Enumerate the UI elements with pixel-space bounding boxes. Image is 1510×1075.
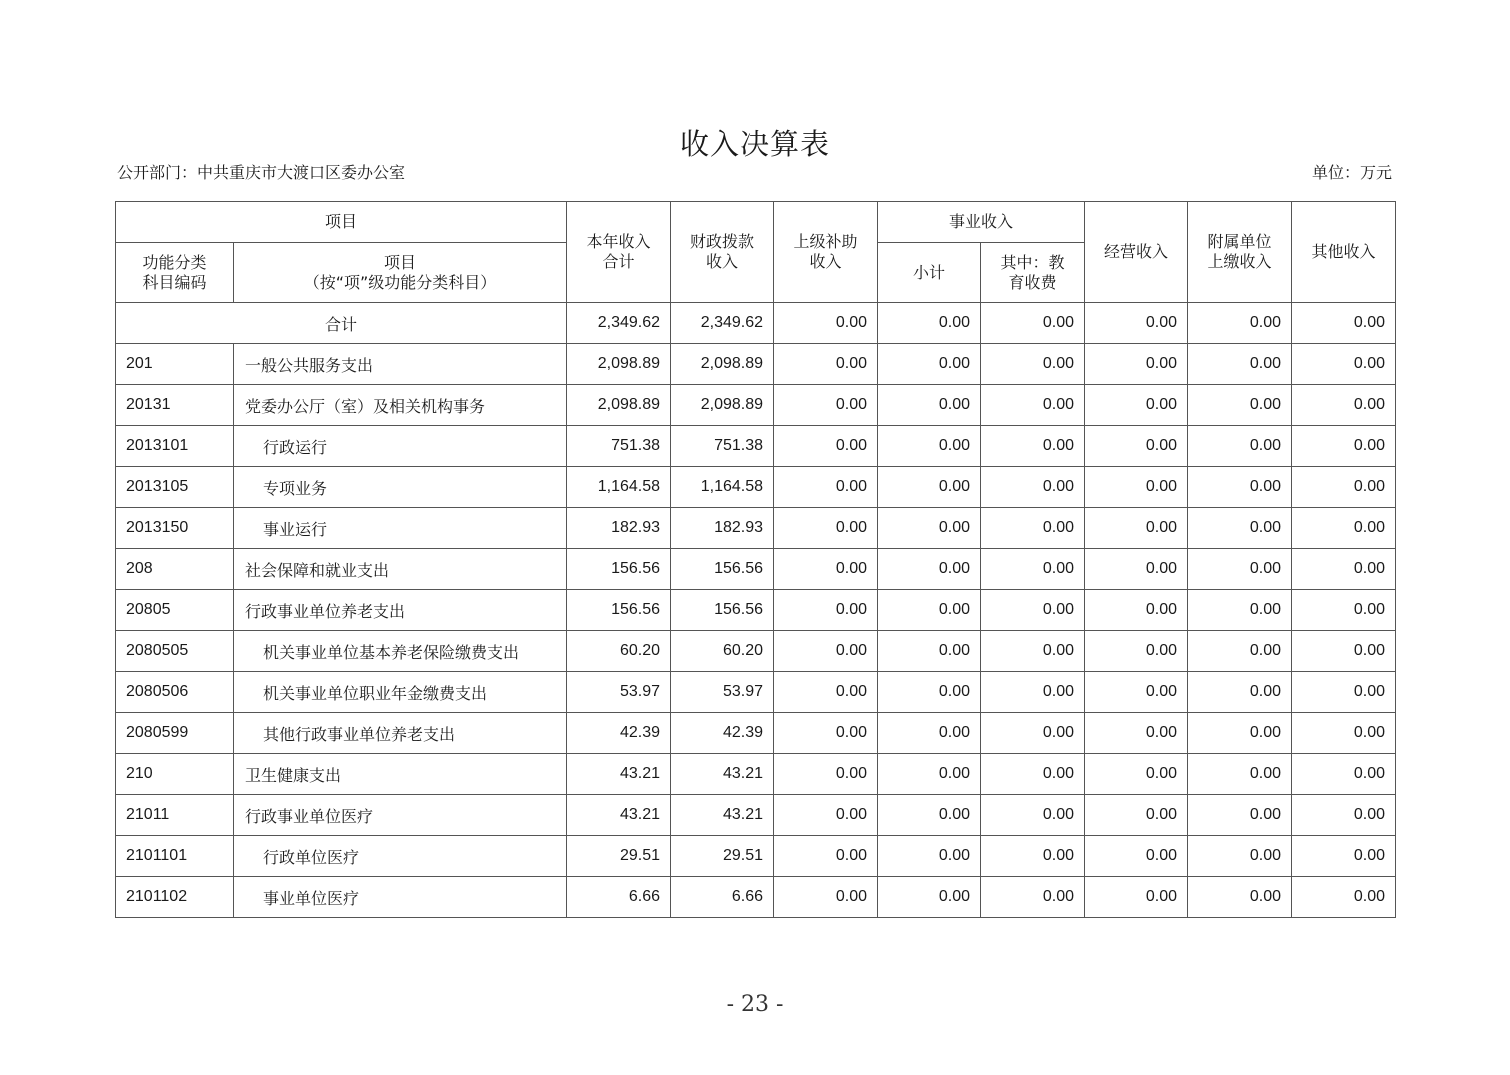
row-value: 0.00 bbox=[1188, 508, 1292, 549]
row-value: 0.00 bbox=[878, 385, 981, 426]
row-value: 43.21 bbox=[567, 795, 671, 836]
row-value: 0.00 bbox=[1188, 713, 1292, 754]
row-value: 751.38 bbox=[671, 426, 774, 467]
row-code: 2013101 bbox=[116, 426, 234, 467]
row-value: 156.56 bbox=[567, 590, 671, 631]
table-body bbox=[116, 303, 1396, 918]
row-name: 事业单位医疗 bbox=[234, 877, 567, 918]
row-value: 0.00 bbox=[1292, 754, 1396, 795]
row-code: 2080506 bbox=[116, 672, 234, 713]
row-code: 20805 bbox=[116, 590, 234, 631]
table-row bbox=[116, 426, 1396, 467]
row-value: 0.00 bbox=[1188, 836, 1292, 877]
row-value: 0.00 bbox=[774, 836, 878, 877]
row-value: 0.00 bbox=[1292, 426, 1396, 467]
header-code: 功能分类 科目编码 bbox=[116, 243, 234, 303]
row-value: 0.00 bbox=[981, 344, 1085, 385]
row-code: 2080599 bbox=[116, 713, 234, 754]
row-value: 0.00 bbox=[1292, 549, 1396, 590]
row-value: 0.00 bbox=[1188, 467, 1292, 508]
row-value: 43.21 bbox=[567, 754, 671, 795]
income-table bbox=[115, 201, 1396, 918]
row-value: 0.00 bbox=[1292, 631, 1396, 672]
table-row bbox=[116, 344, 1396, 385]
row-value: 0.00 bbox=[1292, 836, 1396, 877]
row-value: 60.20 bbox=[567, 631, 671, 672]
row-value: 0.00 bbox=[878, 590, 981, 631]
row-value: 0.00 bbox=[1188, 795, 1292, 836]
row-name: 行政运行 bbox=[234, 426, 567, 467]
total-cell: 2,349.62 bbox=[671, 303, 774, 344]
row-value: 0.00 bbox=[1188, 754, 1292, 795]
header-subtotal: 小计 bbox=[878, 243, 981, 303]
table-row bbox=[116, 549, 1396, 590]
header-affiliated: 附属单位 上缴收入 bbox=[1188, 202, 1292, 303]
row-value: 0.00 bbox=[981, 508, 1085, 549]
header-edu-fee: 其中：教 育收费 bbox=[981, 243, 1085, 303]
row-value: 29.51 bbox=[567, 836, 671, 877]
row-value: 0.00 bbox=[1292, 467, 1396, 508]
row-code: 2101102 bbox=[116, 877, 234, 918]
row-value: 0.00 bbox=[774, 344, 878, 385]
table-row bbox=[116, 713, 1396, 754]
row-value: 0.00 bbox=[774, 754, 878, 795]
row-value: 0.00 bbox=[774, 713, 878, 754]
total-cell: 0.00 bbox=[1085, 303, 1188, 344]
row-value: 182.93 bbox=[567, 508, 671, 549]
total-cell: 2,349.62 bbox=[567, 303, 671, 344]
row-value: 0.00 bbox=[1085, 713, 1188, 754]
row-value: 60.20 bbox=[671, 631, 774, 672]
row-value: 0.00 bbox=[1085, 836, 1188, 877]
row-value: 0.00 bbox=[981, 467, 1085, 508]
row-value: 0.00 bbox=[1292, 877, 1396, 918]
row-value: 156.56 bbox=[567, 549, 671, 590]
row-value: 0.00 bbox=[878, 754, 981, 795]
row-name: 党委办公厅（室）及相关机构事务 bbox=[234, 385, 567, 426]
row-value: 53.97 bbox=[567, 672, 671, 713]
department-label: 公开部门：中共重庆市大渡口区委办公室 bbox=[117, 163, 406, 182]
row-value: 42.39 bbox=[671, 713, 774, 754]
row-value: 156.56 bbox=[671, 549, 774, 590]
header-project-group: 项目 bbox=[116, 202, 567, 243]
total-cell: 0.00 bbox=[1292, 303, 1396, 344]
row-value: 0.00 bbox=[1188, 877, 1292, 918]
row-value: 0.00 bbox=[1188, 385, 1292, 426]
table-row bbox=[116, 631, 1396, 672]
row-value: 0.00 bbox=[878, 713, 981, 754]
row-value: 182.93 bbox=[671, 508, 774, 549]
row-value: 0.00 bbox=[1188, 344, 1292, 385]
row-value: 0.00 bbox=[878, 631, 981, 672]
row-code: 2080505 bbox=[116, 631, 234, 672]
row-value: 0.00 bbox=[981, 754, 1085, 795]
total-cell: 0.00 bbox=[1188, 303, 1292, 344]
row-value: 0.00 bbox=[1292, 590, 1396, 631]
header-total-income: 本年收入 合计 bbox=[567, 202, 671, 303]
row-value: 0.00 bbox=[878, 344, 981, 385]
header-fiscal: 财政拨款 收入 bbox=[671, 202, 774, 303]
header-enterprise-group: 事业收入 bbox=[878, 202, 1085, 243]
row-value: 0.00 bbox=[1188, 590, 1292, 631]
row-value: 53.97 bbox=[671, 672, 774, 713]
row-value: 751.38 bbox=[567, 426, 671, 467]
row-value: 0.00 bbox=[981, 590, 1085, 631]
row-value: 0.00 bbox=[1188, 549, 1292, 590]
table-row bbox=[116, 672, 1396, 713]
row-name: 一般公共服务支出 bbox=[234, 344, 567, 385]
total-cell: 0.00 bbox=[774, 303, 878, 344]
row-value: 0.00 bbox=[1292, 713, 1396, 754]
row-value: 0.00 bbox=[878, 426, 981, 467]
row-value: 0.00 bbox=[878, 836, 981, 877]
row-code: 208 bbox=[116, 549, 234, 590]
row-name: 卫生健康支出 bbox=[234, 754, 567, 795]
row-value: 0.00 bbox=[1085, 795, 1188, 836]
total-cell: 0.00 bbox=[981, 303, 1085, 344]
row-value: 0.00 bbox=[1292, 385, 1396, 426]
row-value: 0.00 bbox=[1085, 508, 1188, 549]
row-value: 0.00 bbox=[774, 549, 878, 590]
unit-label: 单位：万元 bbox=[1311, 163, 1392, 182]
row-value: 0.00 bbox=[774, 467, 878, 508]
row-code: 2013105 bbox=[116, 467, 234, 508]
row-value: 42.39 bbox=[567, 713, 671, 754]
table-row bbox=[116, 590, 1396, 631]
row-value: 0.00 bbox=[1188, 672, 1292, 713]
row-value: 0.00 bbox=[981, 713, 1085, 754]
row-value: 0.00 bbox=[1292, 795, 1396, 836]
table-row bbox=[116, 385, 1396, 426]
row-value: 0.00 bbox=[878, 549, 981, 590]
row-value: 0.00 bbox=[1085, 426, 1188, 467]
table-row bbox=[116, 508, 1396, 549]
row-value: 0.00 bbox=[878, 795, 981, 836]
row-value: 2,098.89 bbox=[671, 385, 774, 426]
row-value: 0.00 bbox=[1292, 344, 1396, 385]
table-row bbox=[116, 795, 1396, 836]
row-value: 0.00 bbox=[981, 672, 1085, 713]
row-value: 0.00 bbox=[981, 631, 1085, 672]
page-title: 收入决算表 bbox=[679, 127, 830, 161]
row-code: 2013150 bbox=[116, 508, 234, 549]
row-name: 行政事业单位医疗 bbox=[234, 795, 567, 836]
row-name: 事业运行 bbox=[234, 508, 567, 549]
row-value: 0.00 bbox=[774, 426, 878, 467]
table-row bbox=[116, 754, 1396, 795]
row-value: 0.00 bbox=[774, 631, 878, 672]
row-value: 0.00 bbox=[981, 836, 1085, 877]
total-label: 合计 bbox=[116, 303, 567, 344]
row-value: 6.66 bbox=[671, 877, 774, 918]
row-value: 0.00 bbox=[1085, 672, 1188, 713]
header-name: 项目 （按“项”级功能分类科目） bbox=[234, 243, 567, 303]
row-code: 2101101 bbox=[116, 836, 234, 877]
row-value: 0.00 bbox=[1292, 672, 1396, 713]
row-value: 0.00 bbox=[774, 590, 878, 631]
row-value: 0.00 bbox=[1085, 590, 1188, 631]
row-value: 0.00 bbox=[981, 549, 1085, 590]
row-code: 210 bbox=[116, 754, 234, 795]
row-code: 201 bbox=[116, 344, 234, 385]
row-value: 0.00 bbox=[774, 672, 878, 713]
row-value: 0.00 bbox=[878, 672, 981, 713]
row-value: 0.00 bbox=[1085, 344, 1188, 385]
row-value: 0.00 bbox=[774, 795, 878, 836]
row-value: 0.00 bbox=[774, 385, 878, 426]
row-value: 0.00 bbox=[981, 426, 1085, 467]
row-value: 0.00 bbox=[878, 877, 981, 918]
header-business: 经营收入 bbox=[1085, 202, 1188, 303]
row-value: 156.56 bbox=[671, 590, 774, 631]
row-value: 1,164.58 bbox=[671, 467, 774, 508]
header-other: 其他收入 bbox=[1292, 202, 1396, 303]
row-value: 1,164.58 bbox=[567, 467, 671, 508]
row-value: 0.00 bbox=[981, 795, 1085, 836]
page-number: - 23 - bbox=[726, 992, 784, 1017]
row-value: 0.00 bbox=[774, 877, 878, 918]
row-value: 0.00 bbox=[981, 877, 1085, 918]
row-code: 21011 bbox=[116, 795, 234, 836]
row-value: 6.66 bbox=[567, 877, 671, 918]
row-value: 0.00 bbox=[1085, 754, 1188, 795]
row-value: 0.00 bbox=[1085, 877, 1188, 918]
row-value: 0.00 bbox=[1085, 631, 1188, 672]
table-row bbox=[116, 467, 1396, 508]
total-cell: 0.00 bbox=[878, 303, 981, 344]
row-value: 43.21 bbox=[671, 795, 774, 836]
header-superior: 上级补助 收入 bbox=[774, 202, 878, 303]
row-name: 机关事业单位职业年金缴费支出 bbox=[234, 672, 567, 713]
row-value: 29.51 bbox=[671, 836, 774, 877]
row-name: 其他行政事业单位养老支出 bbox=[234, 713, 567, 754]
row-value: 2,098.89 bbox=[567, 385, 671, 426]
row-value: 0.00 bbox=[1188, 631, 1292, 672]
row-value: 0.00 bbox=[981, 385, 1085, 426]
row-value: 0.00 bbox=[1085, 549, 1188, 590]
row-code: 20131 bbox=[116, 385, 234, 426]
row-value: 0.00 bbox=[1188, 426, 1292, 467]
row-name: 专项业务 bbox=[234, 467, 567, 508]
row-value: 0.00 bbox=[878, 508, 981, 549]
row-value: 0.00 bbox=[1085, 467, 1188, 508]
row-value: 0.00 bbox=[878, 467, 981, 508]
table-row bbox=[116, 836, 1396, 877]
row-value: 43.21 bbox=[671, 754, 774, 795]
row-value: 0.00 bbox=[1292, 508, 1396, 549]
row-name: 机关事业单位基本养老保险缴费支出 bbox=[234, 631, 567, 672]
row-name: 行政单位医疗 bbox=[234, 836, 567, 877]
row-value: 0.00 bbox=[1085, 385, 1188, 426]
table-row bbox=[116, 877, 1396, 918]
row-value: 2,098.89 bbox=[671, 344, 774, 385]
row-value: 0.00 bbox=[774, 508, 878, 549]
row-name: 行政事业单位养老支出 bbox=[234, 590, 567, 631]
total-row bbox=[116, 303, 1396, 344]
row-name: 社会保障和就业支出 bbox=[234, 549, 567, 590]
row-value: 2,098.89 bbox=[567, 344, 671, 385]
